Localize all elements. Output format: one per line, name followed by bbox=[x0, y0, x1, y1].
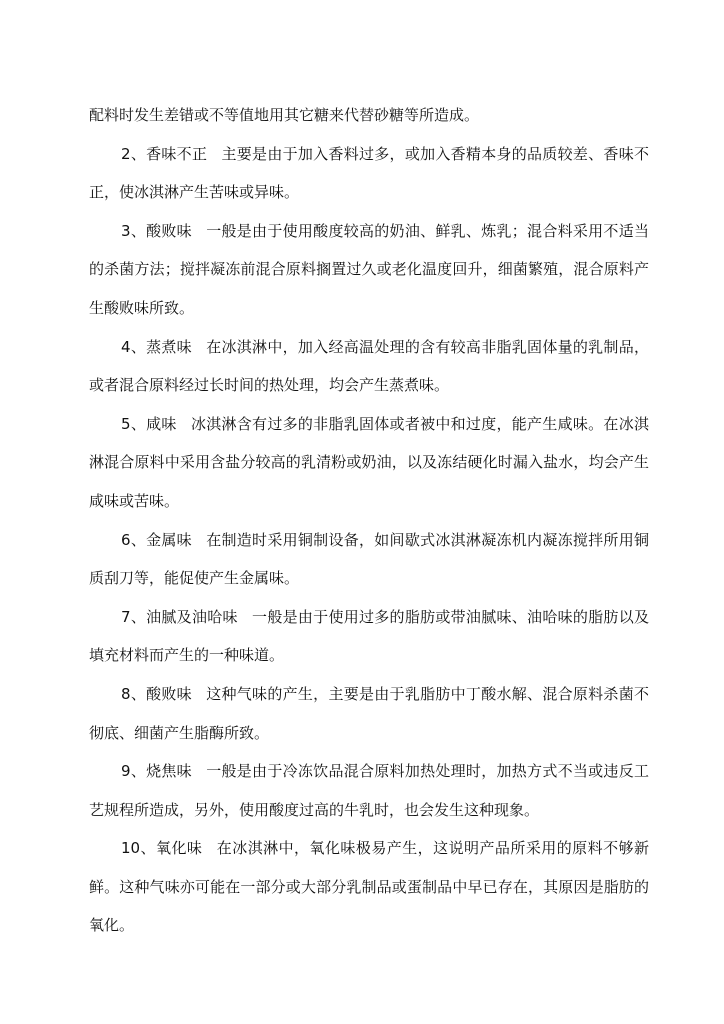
paragraph-item-9: 9、烧焦味 一般是由于冷冻饮品混合原料加热处理时，加热方式不当或违反工艺规程所造成，另外，使用酸度过高的牛乳时，也会发生这种现象。 bbox=[89, 762, 649, 819]
item-title: 香味不正 bbox=[146, 144, 208, 163]
item-number: 10 bbox=[121, 839, 141, 858]
item-number: 5 bbox=[121, 414, 131, 433]
paragraph-item-8: 8、酸败味 这种气味的产生，主要是由于乳脂肪中丁酸水解、混合原料杀菌不彻底、细菌产生脂酶所致。 bbox=[89, 684, 649, 742]
item-number: 8 bbox=[121, 684, 131, 703]
paragraph-text: 配料时发生差错或不等值地用其它糖来代替砂糖等所造成。 bbox=[89, 106, 480, 124]
item-number: 3 bbox=[121, 221, 131, 240]
paragraph-item-2: 2、香味不正 主要是由于加入香料过多，或加入香精本身的品质较差、香味不正，使冰淇淋产生苦味或异味。 bbox=[89, 144, 649, 202]
item-text: 一般是由于使用过多的脂肪或带油腻味、油哈味的脂肪以及填充材料而产生的一种味道。 bbox=[89, 607, 649, 665]
document-body bbox=[89, 96, 649, 945]
item-number: 2 bbox=[121, 144, 131, 163]
item-number: 6 bbox=[121, 530, 131, 549]
item-text: 在冰淇淋中，氧化味极易产生，这说明产品所采用的原料不够新鲜。这种气味亦可能在一部分或大部分乳制品或蛋制品中早已存在，其原因是脂肪的氧化。 bbox=[89, 839, 649, 935]
item-text: 在冰淇淋中，加入经高温处理的含有较高非脂乳固体量的乳制品，或者混合原料经过长时间的热处理，均会产生蒸煮味。 bbox=[89, 337, 649, 395]
item-text: 主要是由于加入香料过多，或加入香精本身的品质较差、香味不正，使冰淇淋产生苦味或异味。 bbox=[89, 144, 649, 202]
paragraph-continuation bbox=[89, 96, 649, 135]
paragraph-item-7: 7、油腻及油哈味 一般是由于使用过多的脂肪或带油腻味、油哈味的脂肪以及填充材料而产生的一种味道。 bbox=[89, 607, 649, 665]
item-text: 一般是由于冷冻饮品混合原料加热处理时，加热方式不当或违反工艺规程所造成，另外，使用酸度过高的牛乳时，也会发生这种现象。 bbox=[89, 762, 649, 819]
item-title: 金属味 bbox=[146, 530, 192, 549]
item-title: 酸败味 bbox=[146, 684, 192, 703]
item-title: 咸味 bbox=[146, 414, 177, 433]
item-number: 9 bbox=[121, 762, 131, 781]
paragraph-item-3: 3、酸败味 一般是由于使用酸度较高的奶油、鲜乳、炼乳；混合料采用不适当的杀菌方法；搅拌凝冻前混合原料搁置过久或老化温度回升，细菌繁殖，混合原料产生酸败味所致。 bbox=[89, 221, 649, 317]
item-text: 一般是由于使用酸度较高的奶油、鲜乳、炼乳；混合料采用不适当的杀菌方法；搅拌凝冻前混合原料搁置过久或老化温度回升，细菌繁殖，混合原料产生酸败味所致。 bbox=[89, 221, 649, 317]
item-title: 蒸煮味 bbox=[146, 337, 192, 356]
paragraph-item-4: 4、蒸煮味 在冰淇淋中，加入经高温处理的含有较高非脂乳固体量的乳制品，或者混合原料经过长时间的热处理，均会产生蒸煮味。 bbox=[89, 337, 649, 395]
item-title: 烧焦味 bbox=[146, 762, 192, 781]
item-title: 油腻及油哈味 bbox=[146, 607, 238, 626]
item-title: 酸败味 bbox=[146, 221, 192, 240]
paragraph-item-5: 5、咸味 冰淇淋含有过多的非脂乳固体或者被中和过度，能产生咸味。在冰淇淋混合原料中采用含盐分较高的乳清粉或奶油，以及冻结硬化时漏入盐水，均会产生咸味或苦味。 bbox=[89, 414, 649, 510]
item-text: 在制造时采用铜制设备，如间歇式冰淇淋凝冻机内凝冻搅拌所用铜质刮刀等，能促使产生金属味。 bbox=[89, 530, 649, 588]
paragraph-item-10: 10、氧化味 在冰淇淋中，氧化味极易产生，这说明产品所采用的原料不够新鲜。这种气味亦可能在一部分或大部分乳制品或蛋制品中早已存在，其原因是脂肪的氧化。 bbox=[89, 839, 649, 935]
item-number: 7 bbox=[121, 607, 131, 626]
paragraph-item-6: 6、金属味 在制造时采用铜制设备，如间歇式冰淇淋凝冻机内凝冻搅拌所用铜质刮刀等，能促使产生金属味。 bbox=[89, 530, 649, 588]
item-number: 4 bbox=[121, 337, 131, 356]
item-text: 这种气味的产生，主要是由于乳脂肪中丁酸水解、混合原料杀菌不彻底、细菌产生脂酶所致。 bbox=[89, 684, 649, 742]
item-title: 氧化味 bbox=[156, 839, 203, 858]
item-text: 冰淇淋含有过多的非脂乳固体或者被中和过度，能产生咸味。在冰淇淋混合原料中采用含盐分较高的乳清粉或奶油，以及冻结硬化时漏入盐水，均会产生咸味或苦味。 bbox=[89, 414, 649, 510]
